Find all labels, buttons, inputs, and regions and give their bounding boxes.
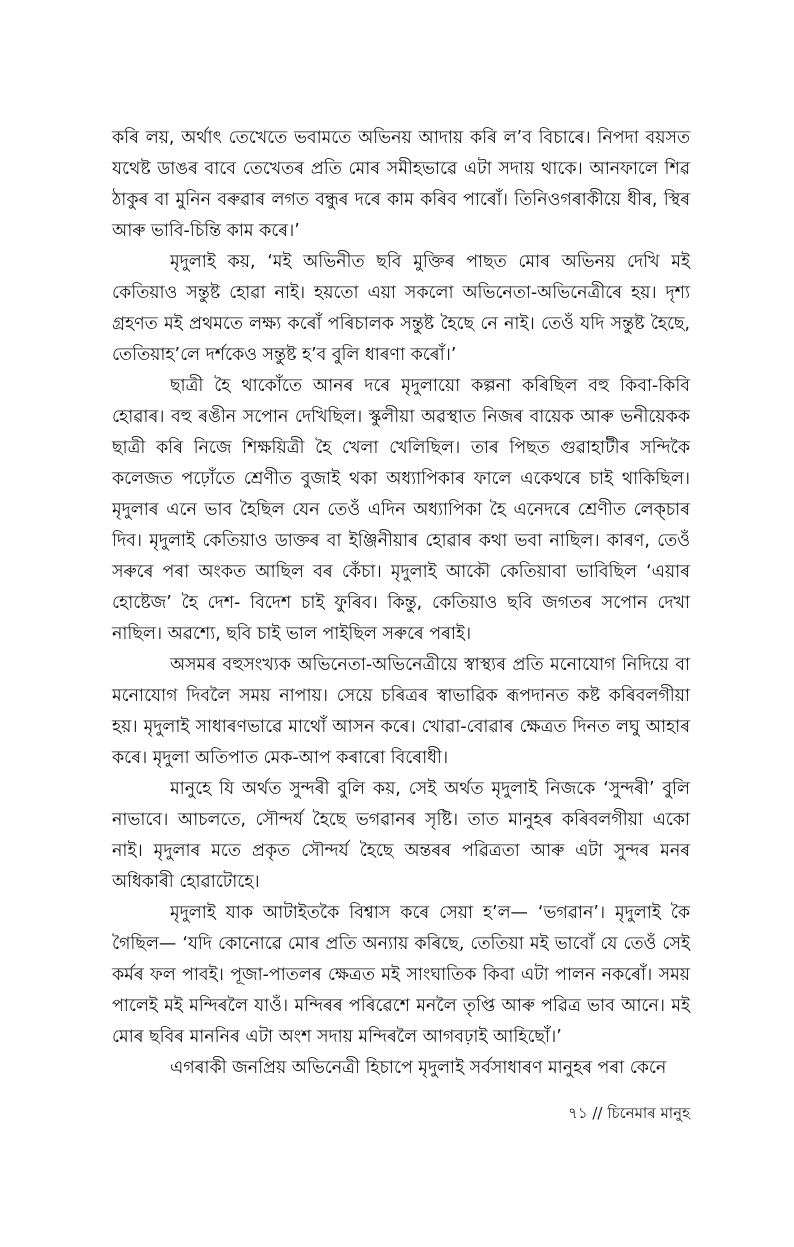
paragraph-beauty: মানুহে যি অৰ্থত সুন্দৰী বুলি কয়, সেই অৰ্থত মৃদুলাই নিজকে ‘সুন্দৰী’ বুলি নাভাবে। আচলতে, সৌন্দৰ্য হৈছে ভগৱানৰ সৃষ্টি। তাত মানুহৰ কৰিবলগীয়া একো নাই। মৃদুলাৰ মতে প্ৰকৃত সৌন্দৰ্য হৈছে অন্তৰৰ পৱিত্ৰতা আৰু এটা সুন্দৰ মনৰ অধিকাৰী হোৱাটোহে। <box>112 779 690 892</box>
paragraph-student-dreams: ছাত্ৰী হৈ থাকোঁতে আনৰ দৰে মৃদুলায়ো কল্পনা কৰিছিল বহু কিবা-কিবি হোৱাৰ। বহু ৰঙীন সপোন দেখিছিল। স্কুলীয়া অৱস্থাত নিজৰ বায়েক আৰু ভনীয়েকক ছাত্ৰী কৰি নিজে শিক্ষয়িত্ৰী হৈ খেলা খেলিছিল। তাৰ পিছত গুৱাহাটীৰ সন্দিকৈ কলেজত পঢ়োঁতে শ্ৰেণীত বুজাই থকা অধ্যাপিকাৰ ফালে একেথৰে চাই থাকিছিল। মৃদুলাৰ এনে ভাব হৈছিল যেন তেওঁ এদিন অধ্যাপিকা হৈ এনেদৰে শ্ৰেণীত লেক্‌চাৰ দিব। মৃদুলাই কেতিয়াও ডাক্তৰ বা ইঞ্জিনীয়াৰ হোৱাৰ কথা ভবা নাছিল। কাৰণ, তেওঁ সৰুৰে পৰা অংকত আছিল বৰ কেঁচা। মৃদুলাই আকৌ কেতিয়াবা ভাবিছিল ‘এয়াৰ হোষ্টেজ’ হৈ দেশ- বিদেশ চাই ফুৰিব। কিন্তু, কেতিয়াও ছবি জগতৰ সপোন দেখা নাছিল। অৱশ্যে, ছবি চাই ভাল পাইছিল সৰুৰে পৰাই। <box>112 376 690 644</box>
page-footer: ৭১ // চিনেমাৰ মানুহ <box>568 1104 690 1122</box>
paragraph-continued: কৰি লয়, অৰ্থাৎ তেখেতে ভবামতে অভিনয় আদায় কৰি ল’ব বিচাৰে। নিপদা বয়সত যথেষ্ট ডাঙৰ বাবে তেখেতৰ প্ৰতি মোৰ সমীহভাৱে এটা সদায় থাকে। আনফালে শিৱ ঠাকুৰ বা মুনিন বৰুৱাৰ লগত বন্ধুৰ দৰে কাম কৰিব পাৰোঁ। তিনিওগৰাকীয়ে ধীৰ, স্থিৰ আৰু ভাবি-চিন্তি কাম কৰে।’ <box>112 128 690 241</box>
body-text <box>112 123 690 1084</box>
paragraph-satisfaction: মৃদুলাই কয়, ‘মই অভিনীত ছবি মুক্তিৰ পাছত মোৰ অভিনয় দেখি মই কেতিয়াও সন্তুষ্ট হোৱা নাই। হয়তো এয়া সকলো অভিনেতা-অভিনেত্ৰীৰে হয়। দৃশ্য গ্ৰহণত মই প্ৰথমতে লক্ষ্য কৰোঁ পৰিচালক সন্তুষ্ট হৈছে নে নাই। তেওঁ যদি সন্তুষ্ট হৈছে, তেতিয়াহ’লে দৰ্শকেও সন্তুষ্ট হ’ব বুলি ধাৰণা কৰোঁ।’ <box>112 252 690 365</box>
paragraph-health: অসমৰ বহুসংখ্যক অভিনেতা-অভিনেত্ৰীয়ে স্বাস্থ্যৰ প্ৰতি মনোযোগ নিদিয়ে বা মনোযোগ দিবলৈ সময় নাপায়। সেয়ে চৰিত্ৰৰ স্বাভাৱিক ৰূপদানত কষ্ট কৰিবলগীয়া হয়। মৃদুলাই সাধাৰণভাৱে মাথোঁ আসন কৰে। খোৱা-বোৱাৰ ক্ষেত্ৰত দিনত লঘু আহাৰ কৰে। মৃদুলা অতিপাত মেক-আপ কৰাৰো বিৰোধী। <box>112 655 690 768</box>
paragraph-popularity: এগৰাকী জনপ্ৰিয় অভিনেত্ৰী হিচাপে মৃদুলাই সৰ্বসাধাৰণ মানুহৰ পৰা কেনে <box>170 1058 667 1078</box>
paragraph-faith: মৃদুলাই যাক আটাইতকৈ বিশ্বাস কৰে সেয়া হ’ল— ‘ভগৱান’। মৃদুলাই কৈ গৈছিল— ‘যদি কোনোৱে মোৰ প্ৰতি অন্যায় কৰিছে, তেতিয়া মই ভাবোঁ যে তেওঁ সেই কৰ্মৰ ফল পাবই। পূজা-পাতলৰ ক্ষেত্ৰত মই সাংঘাতিক কিবা এটা পালন নকৰোঁ। সময় পালেই মই মন্দিৰলৈ যাওঁ। মন্দিৰৰ পৰিৱেশে মনলৈ তৃপ্তি আৰু পৱিত্ৰ ভাব আনে। মই মোৰ ছবিৰ মাননিৰ এটা অংশ সদায় মন্দিৰলৈ আগবঢ়াই আহিছোঁ।’ <box>112 903 690 1047</box>
